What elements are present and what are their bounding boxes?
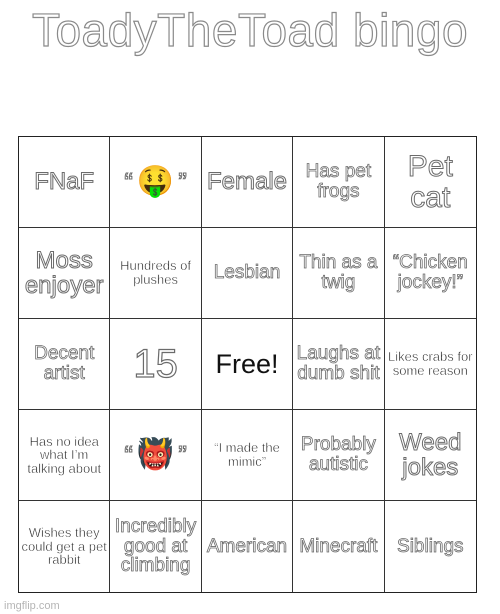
bingo-cell[interactable]: Likes crabs for some reason [385, 319, 476, 410]
bingo-cell[interactable]: Wishes they could get a pet rabbit [19, 501, 110, 592]
bingo-cell[interactable]: Pet cat [385, 137, 476, 228]
bingo-grid [18, 136, 477, 593]
bingo-cell[interactable]: Moss enjoyer [19, 228, 110, 319]
bingo-cell[interactable] [110, 137, 201, 228]
bingo-cell[interactable]: Has no idea what I’m talking about [19, 410, 110, 501]
bingo-cell[interactable]: “I made the mimic” [202, 410, 293, 501]
bingo-cell[interactable]: Thin as a twig [293, 228, 384, 319]
bingo-cell[interactable]: Female [202, 137, 293, 228]
bingo-cell[interactable]: Hundreds of plushes [110, 228, 201, 319]
close-quote: ” [178, 440, 187, 470]
bingo-cell[interactable]: Weed jokes [385, 410, 476, 501]
money-face-emoji-icon: 🤑 [136, 165, 175, 198]
bingo-cell[interactable]: Minecraft [293, 501, 384, 592]
bingo-cell[interactable] [110, 410, 201, 501]
bingo-cell[interactable]: American [202, 501, 293, 592]
bingo-cell[interactable]: 15 [110, 319, 201, 410]
open-quote: “ [124, 440, 133, 470]
free-space-cell[interactable]: Free! [202, 319, 293, 410]
close-quote: ” [178, 167, 187, 197]
ogre-emoji-icon: 👹 [136, 438, 175, 471]
bingo-cell[interactable]: Lesbian [202, 228, 293, 319]
watermark: imgflip.com [4, 600, 60, 612]
bingo-cell[interactable]: Incredibly good at climbing [110, 501, 201, 592]
bingo-cell[interactable]: Decent artist [19, 319, 110, 410]
open-quote: “ [124, 167, 133, 197]
bingo-cell[interactable]: FNaF [19, 137, 110, 228]
bingo-cell[interactable]: Has pet frogs [293, 137, 384, 228]
bingo-cell[interactable]: Laughs at dumb shit [293, 319, 384, 410]
bingo-cell[interactable]: Siblings [397, 535, 464, 557]
page-title: ToadyTheToad bingo [31, 4, 469, 56]
bingo-cell[interactable]: “Chicken jockey!” [385, 228, 476, 319]
bingo-cell[interactable]: Probably autistic [293, 410, 384, 501]
